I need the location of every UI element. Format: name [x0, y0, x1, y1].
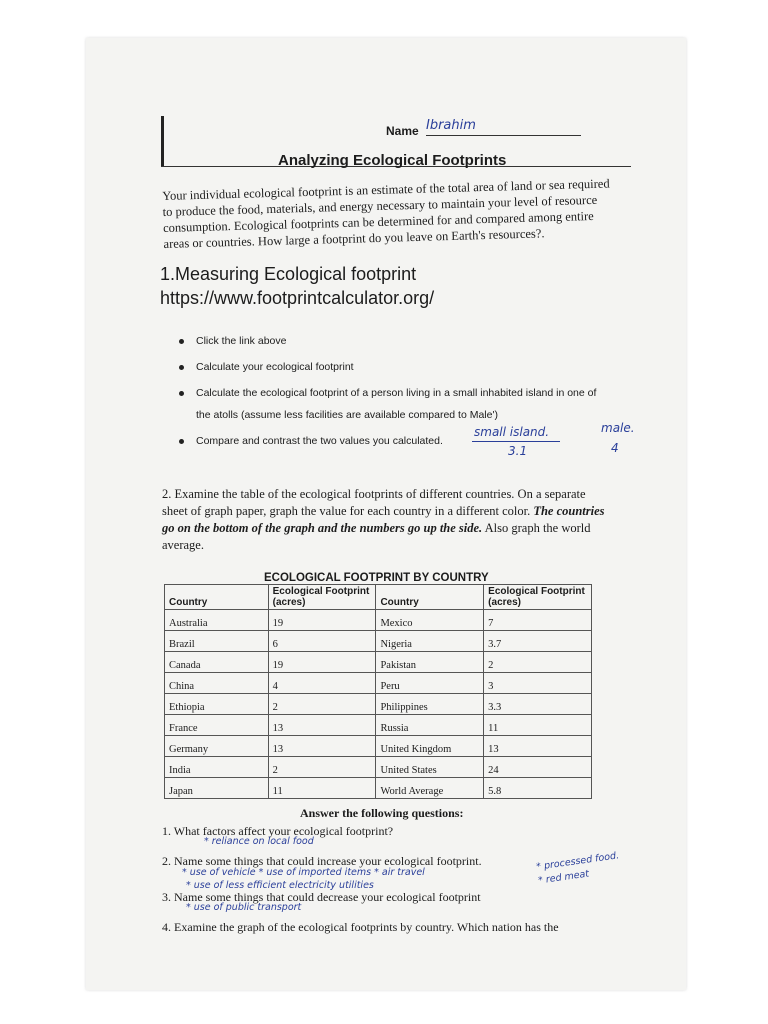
handwritten-small-island-label: small island. [474, 425, 550, 439]
table-cell: France [165, 715, 269, 736]
table-cell: Peru [376, 673, 484, 694]
bullet-icon [179, 365, 184, 370]
table-cell: Pakistan [376, 652, 484, 673]
handwritten-answer-2a: * use of vehicle * use of imported items * air travel [182, 867, 425, 878]
table-cell: Nigeria [376, 631, 484, 652]
list-item [176, 386, 616, 400]
table-cell: China [165, 673, 269, 694]
question-1: 1. What factors affect your ecological footprint? [162, 824, 394, 838]
column-header: Ecological Footprint (acres) [268, 585, 376, 610]
table-cell: 2 [484, 652, 592, 673]
handwritten-male-label: male. [601, 421, 635, 435]
table-row [165, 673, 592, 694]
section2-emphasis: The countries go on the bottom of the graph and the numbers go up the side. [162, 504, 605, 535]
column-header: Ecological Footprint (acres) [484, 585, 592, 610]
handwritten-answer-2d: * red meat [537, 868, 590, 887]
name-label: Name [386, 124, 419, 138]
list-item [176, 360, 616, 374]
table-cell: United States [376, 757, 484, 778]
table-row [165, 694, 592, 715]
table-cell: 2 [268, 757, 376, 778]
table-cell: 3 [484, 673, 592, 694]
name-value: Ibrahim [426, 118, 476, 133]
questions-heading: Answer the following questions: [300, 806, 464, 820]
table-cell: 19 [268, 610, 376, 631]
section1-heading: 1.Measuring Ecological footprint [160, 264, 417, 284]
table-cell: 13 [268, 736, 376, 757]
section2-text: 2. Examine the table of the ecological footprints of different countries. On a separate sheet of graph paper, graph the value for each country in a different color. [162, 487, 586, 518]
handwritten-underline [472, 441, 560, 442]
list-item-text: Click the link above [196, 335, 287, 347]
question-2: 2. Name some things that could increase your ecological footprint. [162, 854, 482, 868]
section2-text-end: Also graph the world average. [162, 521, 591, 552]
table-cell: Mexico [376, 610, 484, 631]
bullet-icon [179, 439, 184, 444]
table-row [165, 610, 592, 631]
table-cell: 6 [268, 631, 376, 652]
table-cell: Japan [165, 778, 269, 799]
table-cell: Germany [165, 736, 269, 757]
handwritten-answer-1: * reliance on local food [204, 836, 314, 847]
list-item-text: Calculate the ecological footprint of a person living in a small inhabited island in one of [196, 387, 597, 399]
intro-paragraph: Your individual ecological footprint is an estimate of the total area of land or sea required to produce the food, materials, and energy necessary to maintain your level of resource consumption. Ecological footprints can be determined for and compared among entire areas or countries. How large a footprint do you leave on Earth's resources?. [162, 176, 610, 251]
handwritten-answer-3: * use of public transport [186, 902, 302, 913]
table-cell: 24 [484, 757, 592, 778]
handwritten-answer-2b: * use of less efficient electricity utilities [186, 880, 374, 891]
list-item-text: Calculate your ecological footprint [196, 361, 354, 373]
handwritten-small-island-value: 3.1 [508, 444, 528, 458]
table-cell: Philippines [376, 694, 484, 715]
list-item [176, 334, 616, 348]
question-4: 4. Examine the graph of the ecological footprints by country. Which nation has the [162, 920, 559, 934]
table-cell: Ethiopia [165, 694, 269, 715]
question-3: 3. Name some things that could decrease your ecological footprint [162, 890, 481, 904]
table-cell: 13 [484, 736, 592, 757]
table-row [165, 715, 592, 736]
table-cell: Canada [165, 652, 269, 673]
table-row [165, 778, 592, 799]
bullet-icon [179, 391, 184, 396]
table-row [165, 736, 592, 757]
column-header: Country [376, 585, 484, 610]
name-underline [426, 135, 581, 136]
table-row [165, 757, 592, 778]
table-cell: Brazil [165, 631, 269, 652]
list-item-continuation [176, 408, 616, 422]
section2-instructions [162, 486, 612, 554]
table-cell: 3.7 [484, 631, 592, 652]
column-header: Country [165, 585, 269, 610]
table-cell: 5.8 [484, 778, 592, 799]
table-header-row [165, 585, 592, 610]
table-title: ECOLOGICAL FOOTPRINT BY COUNTRY [264, 572, 489, 584]
table-cell: Russia [376, 715, 484, 736]
table-cell: United Kingdom [376, 736, 484, 757]
table-cell: 19 [268, 652, 376, 673]
table-cell: 11 [268, 778, 376, 799]
table-cell: 4 [268, 673, 376, 694]
table-cell: 2 [268, 694, 376, 715]
list-item-text: the atolls (assume less facilities are available compared to Male') [196, 409, 498, 421]
table-cell: 7 [484, 610, 592, 631]
worksheet-page [86, 38, 686, 990]
bullet-icon [179, 339, 184, 344]
table-cell: 3.3 [484, 694, 592, 715]
table-row [165, 652, 592, 673]
table-cell: India [165, 757, 269, 778]
footprint-calculator-link[interactable]: https://www.footprintcalculator.org/ [160, 288, 435, 308]
list-item-text: Compare and contrast the two values you calculated. [196, 435, 443, 447]
table-cell: World Average [376, 778, 484, 799]
table-cell: Australia [165, 610, 269, 631]
handwritten-male-value: 4 [611, 441, 619, 455]
handwritten-answer-2c: * processed food. [535, 850, 620, 873]
table-row [165, 631, 592, 652]
page-title: Analyzing Ecological Footprints [278, 152, 507, 169]
footprint-table [164, 584, 592, 799]
table-cell: 11 [484, 715, 592, 736]
margin-bar [161, 116, 164, 166]
table-cell: 13 [268, 715, 376, 736]
